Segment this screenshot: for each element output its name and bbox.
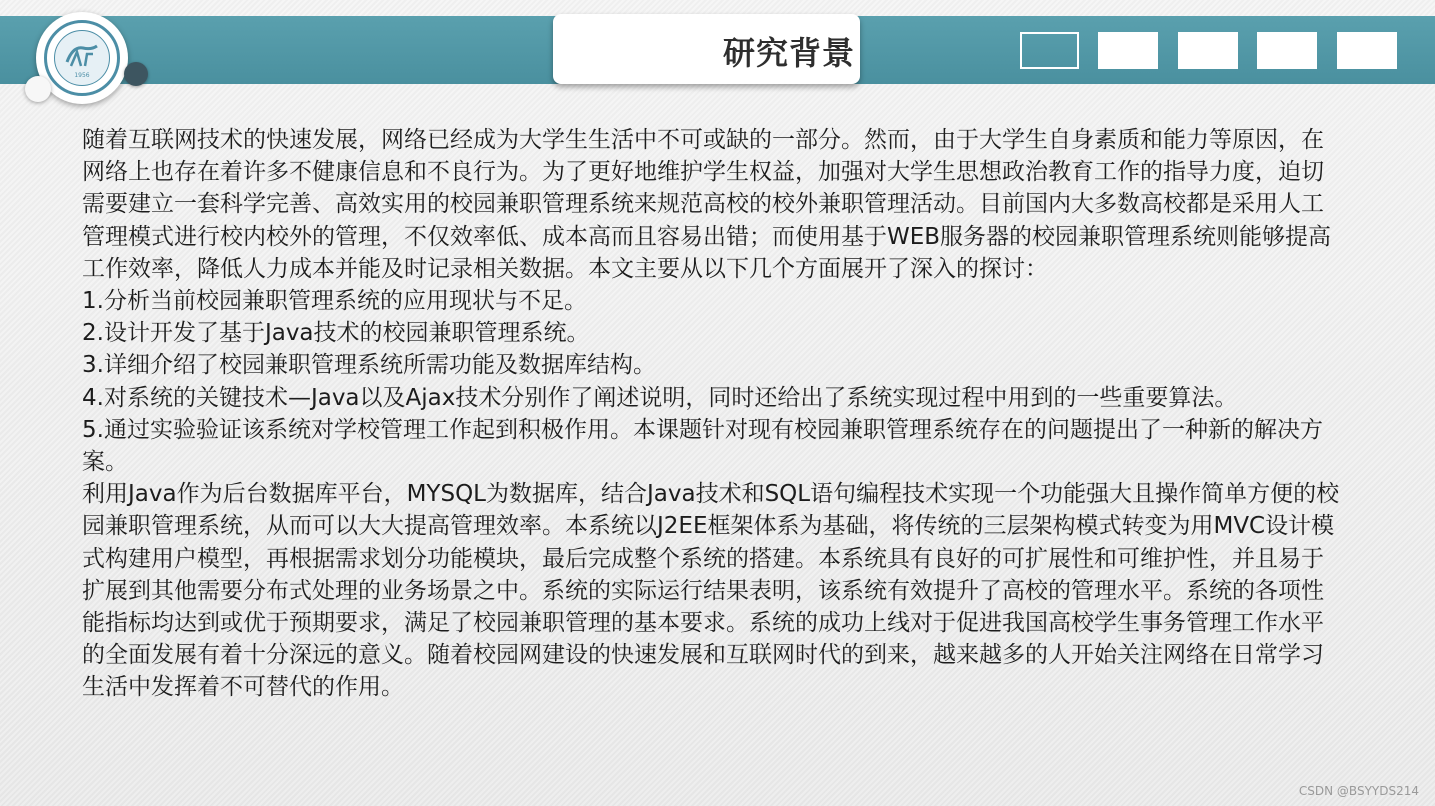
decorative-dot-white bbox=[25, 76, 51, 102]
logo-year: 1956 bbox=[74, 72, 90, 79]
logo-emblem-icon bbox=[63, 42, 101, 70]
decorative-dot-dark bbox=[124, 62, 148, 86]
list-item-2: 2.设计开发了基于Java技术的校园兼职管理系统。 bbox=[82, 320, 590, 347]
nav-box-1[interactable] bbox=[1020, 32, 1079, 69]
list-item-3: 3.详细介绍了校园兼职管理系统所需功能及数据库结构。 bbox=[82, 352, 656, 379]
slide-title: 研究背景 bbox=[723, 34, 856, 72]
nav-box-3[interactable] bbox=[1178, 32, 1238, 69]
list-item-4: 4.对系统的关键技术—Java以及Ajax技术分别作了阐述说明，同时还给出了系统实现过程中用到的一些重要算法。 bbox=[82, 384, 1238, 411]
nav-box-4[interactable] bbox=[1257, 32, 1317, 69]
nav-box-2[interactable] bbox=[1098, 32, 1158, 69]
list-item-5: 5.通过实验验证该系统对学校管理工作起到积极作用。本课题针对现有校园兼职管理系统存在的问题提出了一种新的解决方案。 bbox=[82, 416, 1323, 476]
list-item-1: 1.分析当前校园兼职管理系统的应用现状与不足。 bbox=[82, 288, 587, 315]
paragraph-conclusion: 利用Java作为后台数据库平台，MYSQL为数据库，结合Java技术和SQL语句编程技术实现一个功能强大且操作简单方便的校园兼职管理系统，从而可以大大提高管理效率。本系统以J2EE框架体系为基础，将传统的三层架构模式转变为用MVC设计模式构建用户模型，再根据需求划分功能模块，最后完成整个系统的搭建。本系统具有良好的可扩展性和可维护性，并且易于扩展到其他需要分布式处理的业务场景之中。系统的实际运行结果表明，该系统有效提升了高校的管理水平。系统的各项性能指标均达到或优于预期要求，满足了校园兼职管理的基本要求。系统的成功上线对于促进我国高校学生事务管理工作水平的全面发展有着十分深远的意义。随着校园网建设的快速发展和互联网时代的到来，越来越多的人开始关注网络在日常学习生活中发挥着不可替代的作用。 bbox=[82, 481, 1340, 701]
watermark: CSDN @BSYYDS214 bbox=[1298, 784, 1419, 798]
body-text bbox=[82, 124, 1342, 704]
title-box bbox=[553, 14, 860, 84]
paragraph-intro: 随着互联网技术的快速发展，网络已经成为大学生生活中不可或缺的一部分。然而，由于大学生自身素质和能力等原因，在网络上也存在着许多不健康信息和不良行为。为了更好地维护学生权益，加强对大学生思想政治教育工作的指导力度，迫切需要建立一套科学完善、高效实用的校园兼职管理系统来规范高校的校外兼职管理活动。目前国内大多数高校都是采用人工管理模式进行校内校外的管理，不仅效率低、成本高而且容易出错；而使用基于WEB服务器的校园兼职管理系统则能够提高工作效率，降低人力成本并能及时记录相关数据。本文主要从以下几个方面展开了深入的探讨： bbox=[82, 127, 1332, 282]
nav-box-5[interactable] bbox=[1337, 32, 1397, 69]
